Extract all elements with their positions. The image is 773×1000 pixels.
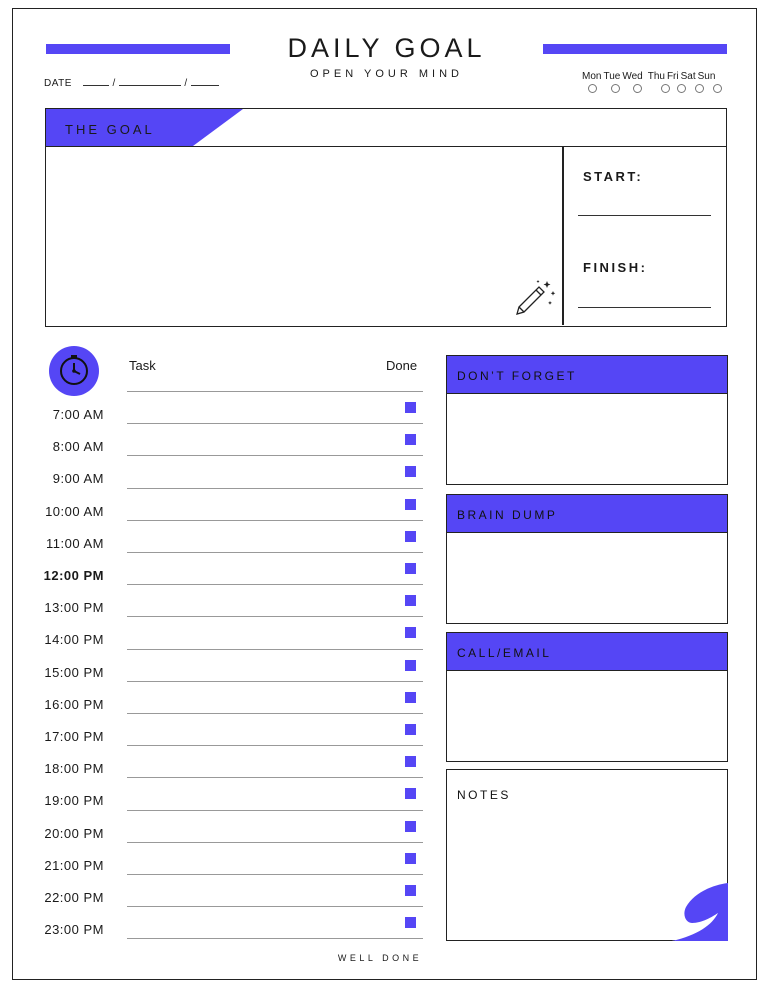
time-label: 13:00 PM xyxy=(44,600,104,616)
goal-header xyxy=(46,109,726,147)
call-email-title: CALL/EMAIL xyxy=(457,646,552,660)
goal-box xyxy=(45,108,727,327)
done-checkbox[interactable] xyxy=(405,756,416,767)
call-email-header xyxy=(447,633,727,671)
brain-dump-header xyxy=(447,495,727,533)
time-label: 9:00 AM xyxy=(52,471,104,487)
done-checkbox[interactable] xyxy=(405,499,416,510)
goal-label: THE GOAL xyxy=(65,122,155,137)
done-checkbox[interactable] xyxy=(405,402,416,413)
start-label: START: xyxy=(583,169,644,184)
page-subtitle: OPEN YOUR MIND xyxy=(310,68,463,80)
time-label: 10:00 AM xyxy=(45,503,104,519)
header-accent-bar-left xyxy=(46,44,230,54)
weekday-selector xyxy=(582,71,717,82)
done-checkbox[interactable] xyxy=(405,660,416,671)
weekday-label-mon: Mon xyxy=(582,71,602,82)
done-checkbox[interactable] xyxy=(405,466,416,477)
task-input-line[interactable] xyxy=(127,842,423,843)
weekday-checkbox-sat[interactable] xyxy=(695,84,704,93)
done-checkbox[interactable] xyxy=(405,627,416,638)
task-input-line[interactable] xyxy=(127,488,423,489)
goal-divider xyxy=(562,147,564,325)
footer-text: WELL DONE xyxy=(337,953,423,963)
done-checkbox[interactable] xyxy=(405,692,416,703)
done-checkbox[interactable] xyxy=(405,917,416,928)
time-label: 18:00 PM xyxy=(44,761,104,777)
date-year-blank[interactable] xyxy=(191,76,219,86)
brain-dump-title: BRAIN DUMP xyxy=(457,508,558,522)
call-email-section xyxy=(446,632,728,762)
date-day-blank[interactable] xyxy=(83,76,109,86)
weekday-checkbox-thu[interactable] xyxy=(661,84,670,93)
start-line[interactable] xyxy=(578,215,711,216)
time-label: 23:00 PM xyxy=(44,922,104,938)
date-separator: / xyxy=(184,78,188,89)
task-input-line[interactable] xyxy=(127,552,423,553)
task-input-line[interactable] xyxy=(127,649,423,650)
schedule-top-line xyxy=(127,391,423,392)
weekday-label-thu: Thu xyxy=(647,71,665,82)
finish-line[interactable] xyxy=(578,307,711,308)
time-label: 16:00 PM xyxy=(44,696,104,712)
done-checkbox[interactable] xyxy=(405,853,416,864)
notes-section xyxy=(446,769,728,941)
task-input-line[interactable] xyxy=(127,584,423,585)
dont-forget-header xyxy=(447,356,727,394)
task-input-line[interactable] xyxy=(127,455,423,456)
time-label: 7:00 AM xyxy=(52,407,104,422)
time-label: 12:00 PM xyxy=(43,568,104,583)
date-label: DATE xyxy=(44,78,72,89)
task-input-line[interactable] xyxy=(127,810,423,811)
task-input-line[interactable] xyxy=(127,874,423,875)
clock-icon xyxy=(48,345,100,397)
weekday-checkbox-tue[interactable] xyxy=(611,84,620,93)
brain-dump-section xyxy=(446,494,728,624)
task-input-line[interactable] xyxy=(127,906,423,907)
time-label: 20:00 PM xyxy=(44,825,104,841)
task-input-line[interactable] xyxy=(127,520,423,521)
weekday-label-tue: Tue xyxy=(603,71,621,82)
date-field[interactable] xyxy=(44,76,219,89)
task-input-line[interactable] xyxy=(127,713,423,714)
date-month-blank[interactable] xyxy=(119,76,181,86)
weekday-label-fri: Fri xyxy=(666,71,679,82)
page-curl-icon xyxy=(672,883,728,941)
time-label: 14:00 PM xyxy=(44,632,104,648)
task-input-line[interactable] xyxy=(127,745,423,746)
date-separator: / xyxy=(112,78,116,89)
done-checkbox[interactable] xyxy=(405,531,416,542)
done-checkbox[interactable] xyxy=(405,885,416,896)
task-input-line[interactable] xyxy=(127,423,423,424)
pencil-sparkle-icon xyxy=(514,279,556,317)
notes-title: NOTES xyxy=(457,788,511,802)
done-checkbox[interactable] xyxy=(405,595,416,606)
weekday-checkbox-wed[interactable] xyxy=(633,84,642,93)
weekday-label-sat: Sat xyxy=(680,71,696,82)
time-label: 15:00 PM xyxy=(44,664,104,680)
weekday-labels xyxy=(582,71,717,82)
dont-forget-section xyxy=(446,355,728,485)
done-checkbox[interactable] xyxy=(405,821,416,832)
time-label: 11:00 AM xyxy=(46,535,104,551)
finish-label: FINISH: xyxy=(583,260,648,275)
done-checkbox[interactable] xyxy=(405,563,416,574)
task-input-line[interactable] xyxy=(127,777,423,778)
page-title: DAILY GOAL xyxy=(287,33,486,63)
weekday-checkbox-mon[interactable] xyxy=(588,84,597,93)
weekday-checkbox-sun[interactable] xyxy=(713,84,722,93)
task-column-header: Task xyxy=(129,358,156,373)
weekday-label-wed: Wed xyxy=(622,71,643,82)
done-checkbox[interactable] xyxy=(405,788,416,799)
done-checkbox[interactable] xyxy=(405,434,416,445)
done-checkbox[interactable] xyxy=(405,724,416,735)
time-label: 22:00 PM xyxy=(44,890,104,905)
weekday-checkboxes xyxy=(585,84,730,96)
header-accent-bar-right xyxy=(543,44,727,54)
time-label: 8:00 AM xyxy=(52,439,104,455)
done-column-header: Done xyxy=(386,358,418,373)
dont-forget-title: DON’T FORGET xyxy=(457,369,577,383)
task-input-line[interactable] xyxy=(127,616,423,617)
weekday-label-sun: Sun xyxy=(697,71,716,82)
task-input-line[interactable] xyxy=(127,938,423,939)
time-label: 21:00 PM xyxy=(44,857,104,873)
weekday-checkbox-fri[interactable] xyxy=(677,84,686,93)
task-input-line[interactable] xyxy=(127,681,423,682)
time-label: 19:00 PM xyxy=(44,793,104,809)
time-label: 17:00 PM xyxy=(44,729,104,744)
